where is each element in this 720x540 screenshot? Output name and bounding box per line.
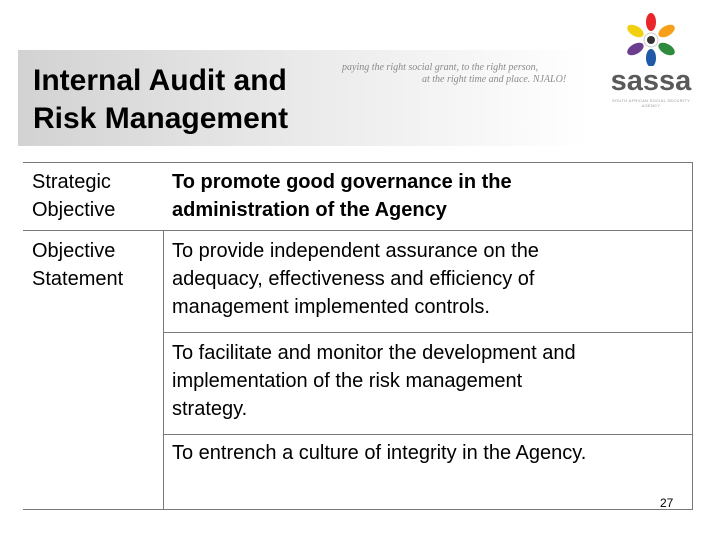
tagline-line: at the right time and place. NJALO! — [422, 74, 567, 85]
sassa-emblem-icon — [619, 12, 683, 66]
row-divider — [23, 230, 693, 231]
objective-statement-label — [32, 237, 123, 293]
statement-divider — [163, 332, 693, 333]
statement-assurance — [172, 237, 539, 321]
strategic-objective-text — [172, 168, 512, 224]
text-line: administration of the Agency — [172, 199, 447, 221]
statement-divider — [163, 434, 693, 435]
statement-integrity — [172, 439, 586, 467]
text-line: To entrench a culture of integrity in the Agency. — [172, 442, 587, 464]
label-line: Strategic — [32, 171, 111, 193]
text-line: management implemented controls. — [172, 296, 490, 318]
label-line: Objective — [32, 199, 116, 221]
text-line: To facilitate and monitor the development and — [172, 342, 576, 364]
objectives-table — [23, 162, 693, 510]
text-line: To promote good governance in the — [172, 171, 512, 193]
statement-risk-management — [172, 339, 576, 423]
slide-title — [33, 62, 288, 138]
label-line: Statement — [32, 268, 124, 290]
table-top-rule — [23, 162, 693, 163]
sassa-logo — [605, 12, 697, 108]
text-line: implementation of the risk management — [172, 370, 523, 392]
label-line: Objective — [32, 240, 116, 262]
logo-wordmark: sassa — [610, 65, 692, 97]
table-right-rule — [692, 162, 693, 509]
tagline — [342, 62, 566, 86]
column-divider — [163, 230, 164, 509]
strategic-objective-label — [32, 168, 115, 224]
page-number: 27 — [660, 496, 674, 510]
title-line: Internal Audit and — [33, 64, 287, 97]
text-line: To provide independent assurance on the — [172, 240, 539, 262]
text-line: strategy. — [172, 398, 248, 420]
title-line: Risk Management — [33, 102, 289, 135]
text-line: adequacy, effectiveness and efficiency of — [172, 268, 535, 290]
tagline-line: paying the right social grant, to the right person, — [342, 62, 539, 73]
logo-subline: SOUTH AFRICAN SOCIAL SECURITY AGENCY — [611, 98, 691, 108]
